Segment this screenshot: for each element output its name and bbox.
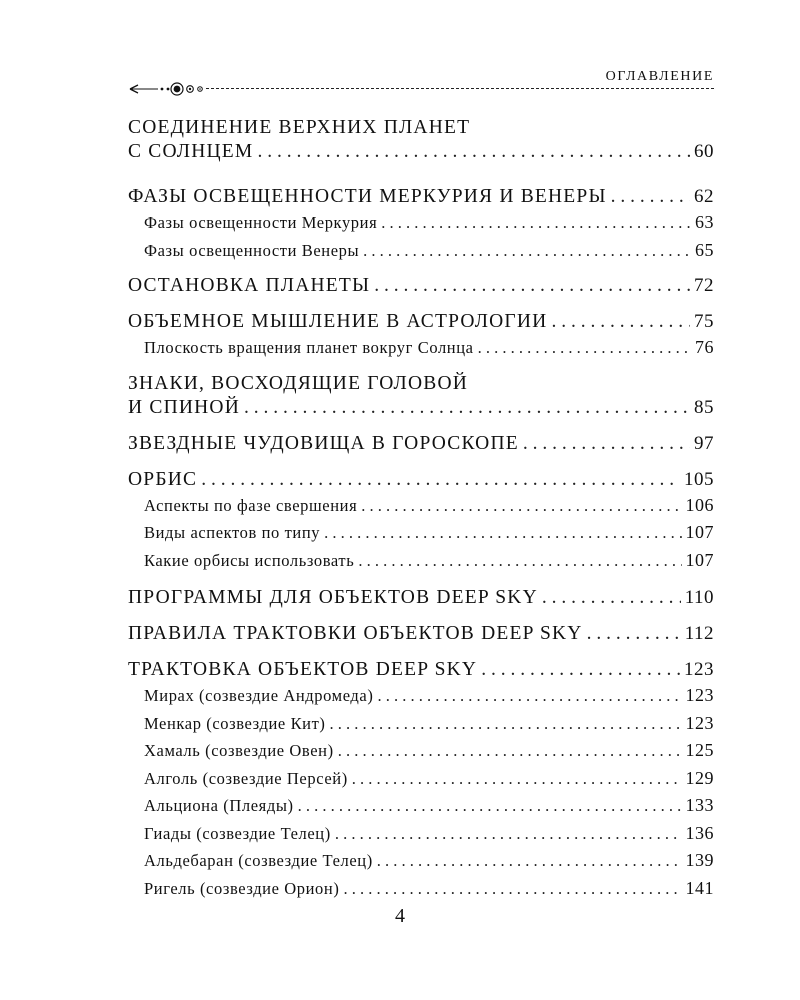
toc-entry-sub[interactable] bbox=[128, 710, 714, 738]
toc-entry-sub[interactable] bbox=[128, 237, 714, 265]
toc-entry-page: 62 bbox=[694, 186, 714, 207]
toc-entry-title: Альдебаран (созвездие Телец) bbox=[144, 851, 373, 870]
toc-entry-page: 75 bbox=[694, 311, 714, 332]
toc-entry-main[interactable] bbox=[128, 622, 714, 646]
toc-entry-title: Аспекты по фазе свершения bbox=[144, 495, 358, 515]
toc-entry-page: 72 bbox=[694, 275, 714, 296]
leader-dots bbox=[551, 310, 690, 334]
toc-entry-title: И СПИНОЙ bbox=[128, 396, 240, 418]
toc-entry-title: Фазы освещенности Венеры bbox=[144, 240, 360, 260]
leader-dots bbox=[358, 548, 681, 575]
leader-dots bbox=[324, 520, 681, 547]
toc-entry-page: 141 bbox=[685, 877, 714, 898]
leader-dots bbox=[587, 622, 681, 646]
toc-entry-page: 136 bbox=[685, 822, 714, 843]
toc-entry-main[interactable] bbox=[128, 274, 714, 298]
toc-entry-sub[interactable] bbox=[128, 334, 714, 362]
leader-dots bbox=[338, 738, 682, 765]
toc-entry-page: 125 bbox=[685, 740, 714, 760]
toc-entry-title-line1: ЗНАКИ, ВОСХОДЯЩИЕ ГОЛОВОЙ bbox=[128, 372, 469, 394]
toc-entry-page: 133 bbox=[685, 795, 714, 815]
leader-dots bbox=[611, 185, 690, 209]
toc-entry-main[interactable] bbox=[128, 310, 714, 334]
leader-dots bbox=[374, 274, 690, 298]
leader-dots bbox=[361, 493, 681, 520]
header-rule bbox=[206, 88, 714, 89]
toc-entry-title: Алголь (созвездие Персей) bbox=[144, 768, 348, 788]
toc-entry-page: 97 bbox=[694, 432, 714, 454]
toc-entry-title: Виды аспектов по типу bbox=[144, 523, 321, 542]
toc-entry-title: Фазы освещенности Меркурия bbox=[144, 213, 378, 232]
toc-entry-page: 76 bbox=[695, 337, 714, 357]
leader-dots bbox=[363, 238, 691, 265]
toc-entry-page: 129 bbox=[685, 767, 714, 788]
toc-entry-title: С СОЛНЦЕМ bbox=[128, 141, 254, 162]
table-of-contents bbox=[128, 116, 714, 902]
toc-entry-page: 123 bbox=[685, 712, 714, 733]
toc-entry-page: 123 bbox=[684, 659, 714, 680]
leader-dots bbox=[481, 658, 680, 682]
toc-entry-title: ТРАКТОВКА ОБЪЕКТОВ DEEP SKY bbox=[128, 659, 478, 680]
toc-entry-sub[interactable] bbox=[128, 209, 714, 237]
toc-entry-main[interactable] bbox=[128, 468, 714, 492]
toc-entry-title: ОРБИС bbox=[128, 468, 198, 490]
toc-entry-title: Плоскость вращения планет вокруг Солнца bbox=[144, 338, 474, 357]
toc-entry-page: 63 bbox=[695, 212, 714, 232]
toc-entry-page: 107 bbox=[685, 522, 714, 542]
running-header bbox=[128, 66, 714, 96]
toc-entry-page: 60 bbox=[694, 141, 714, 162]
leader-dots bbox=[335, 821, 682, 848]
toc-entry-sub[interactable] bbox=[128, 492, 714, 520]
toc-entry-sub[interactable] bbox=[128, 765, 714, 793]
toc-entry-sub[interactable] bbox=[128, 820, 714, 848]
leader-dots bbox=[244, 396, 690, 420]
page-number: 4 bbox=[395, 905, 405, 927]
leader-dots bbox=[542, 586, 681, 610]
toc-entry-main[interactable] bbox=[128, 116, 714, 164]
toc-entry-title: ПРАВИЛА ТРАКТОВКИ ОБЪЕКТОВ DEEP SKY bbox=[128, 623, 583, 644]
leader-dots bbox=[523, 432, 690, 456]
toc-entry-sub[interactable] bbox=[128, 737, 714, 765]
toc-entry-sub[interactable] bbox=[128, 547, 714, 575]
toc-entry-title: ПРОГРАММЫ ДЛЯ ОБЪЕКТОВ DEEP SKY bbox=[128, 587, 538, 608]
toc-entry-page: 106 bbox=[685, 494, 714, 515]
toc-entry-page: 110 bbox=[684, 587, 714, 608]
toc-entry-page: 105 bbox=[684, 468, 714, 490]
toc-entry-title: Ригель (созвездие Орион) bbox=[144, 878, 340, 898]
toc-entry-page: 112 bbox=[684, 623, 714, 644]
toc-entry-sub[interactable] bbox=[128, 519, 714, 547]
toc-entry-title: Хамаль (созвездие Овен) bbox=[144, 741, 334, 760]
leader-dots bbox=[343, 876, 681, 903]
toc-entry-sub[interactable] bbox=[128, 682, 714, 710]
leader-dots bbox=[478, 335, 691, 362]
toc-entry-page: 85 bbox=[694, 396, 714, 418]
toc-entry-title: Альциона (Плеяды) bbox=[144, 796, 294, 815]
leader-dots bbox=[298, 793, 682, 820]
leader-dots bbox=[377, 683, 681, 710]
toc-entry-sub[interactable] bbox=[128, 847, 714, 875]
toc-entry-main[interactable] bbox=[128, 658, 714, 682]
toc-entry-title: Гиады (созвездие Телец) bbox=[144, 823, 331, 843]
toc-entry-title: ФАЗЫ ОСВЕЩЕННОСТИ МЕРКУРИЯ И ВЕНЕРЫ bbox=[128, 186, 607, 207]
leader-dots bbox=[377, 848, 682, 875]
toc-entry-main[interactable] bbox=[128, 432, 714, 456]
toc-entry-title: Какие орбисы использовать bbox=[144, 550, 355, 570]
toc-entry-title: ЗВЕЗДНЫЕ ЧУДОВИЩА В ГОРОСКОПЕ bbox=[128, 432, 519, 454]
header-title: ОГЛАВЛЕНИЕ bbox=[605, 69, 714, 84]
toc-entry-page: 107 bbox=[685, 549, 714, 570]
toc-entry-title: Менкар (созвездие Кит) bbox=[144, 713, 326, 733]
toc-entry-sub[interactable] bbox=[128, 875, 714, 903]
leader-dots bbox=[257, 140, 690, 164]
toc-entry-page: 65 bbox=[695, 239, 714, 260]
toc-entry-page: 123 bbox=[685, 685, 714, 705]
leader-dots bbox=[330, 711, 682, 738]
leader-dots bbox=[201, 468, 680, 492]
leader-dots bbox=[352, 766, 682, 793]
toc-entry-title: ОСТАНОВКА ПЛАНЕТЫ bbox=[128, 275, 371, 296]
toc-entry-main[interactable] bbox=[128, 372, 714, 420]
toc-entry-title: ОБЪЕМНОЕ МЫШЛЕНИЕ В АСТРОЛОГИИ bbox=[128, 311, 548, 332]
toc-entry-title-line1: СОЕДИНЕНИЕ ВЕРХНИХ ПЛАНЕТ bbox=[128, 117, 471, 138]
toc-entry-title: Мирах (созвездие Андромеда) bbox=[144, 686, 374, 705]
toc-entry-page: 139 bbox=[685, 850, 714, 870]
toc-entry-main[interactable] bbox=[128, 586, 714, 610]
toc-entry-sub[interactable] bbox=[128, 792, 714, 820]
leader-dots bbox=[381, 210, 691, 237]
toc-entry-main[interactable] bbox=[128, 185, 714, 209]
ornament-divider-icon bbox=[128, 66, 588, 96]
